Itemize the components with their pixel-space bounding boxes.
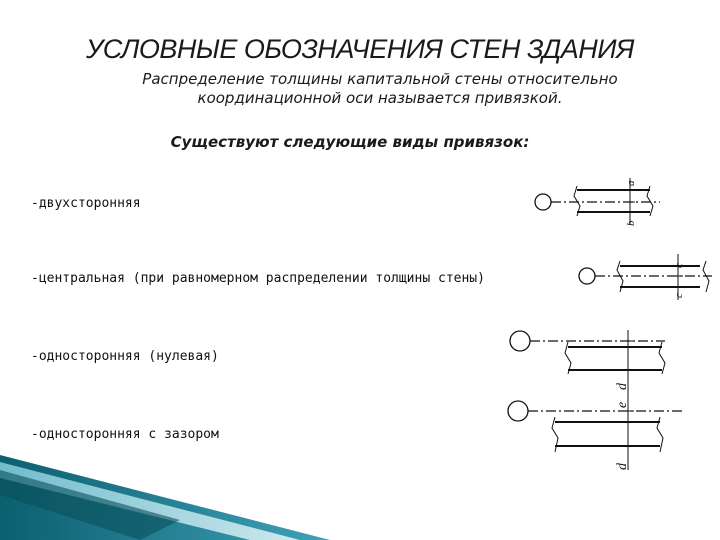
label-c-bottom: c (673, 293, 685, 298)
label-e: e (615, 401, 630, 408)
diagram-two-sided (535, 178, 660, 225)
label-d-zero: d (615, 383, 630, 390)
kinds-heading: Существуют следующие виды привязок: (170, 133, 530, 151)
slide-title: УСЛОВНЫЕ ОБОЗНАЧЕНИЯ СТЕН ЗДАНИЯ (86, 34, 634, 64)
label-a: a (625, 180, 637, 186)
label-c-top: c (673, 263, 685, 268)
label-d-gap: d (615, 463, 630, 470)
subtitle-line-1: Распределение толщины капитальной стены относительно (142, 70, 618, 88)
diagram-one-sided-gap (508, 401, 685, 452)
label-b: b (625, 220, 637, 226)
list-item-central: -центральная (при равномерном распределении толщины стены) (31, 271, 485, 286)
diagram-central (579, 254, 712, 300)
diagram-one-sided-zero (510, 331, 665, 374)
list-item-one-sided-gap: -односторонняя с зазором (31, 427, 219, 442)
list-item-one-sided-zero: -односторонняя (нулевая) (31, 349, 219, 364)
list-item-two-sided: -двухсторонняя (31, 196, 141, 211)
subtitle-line-2: координационной оси называется привязкой. (197, 89, 563, 107)
